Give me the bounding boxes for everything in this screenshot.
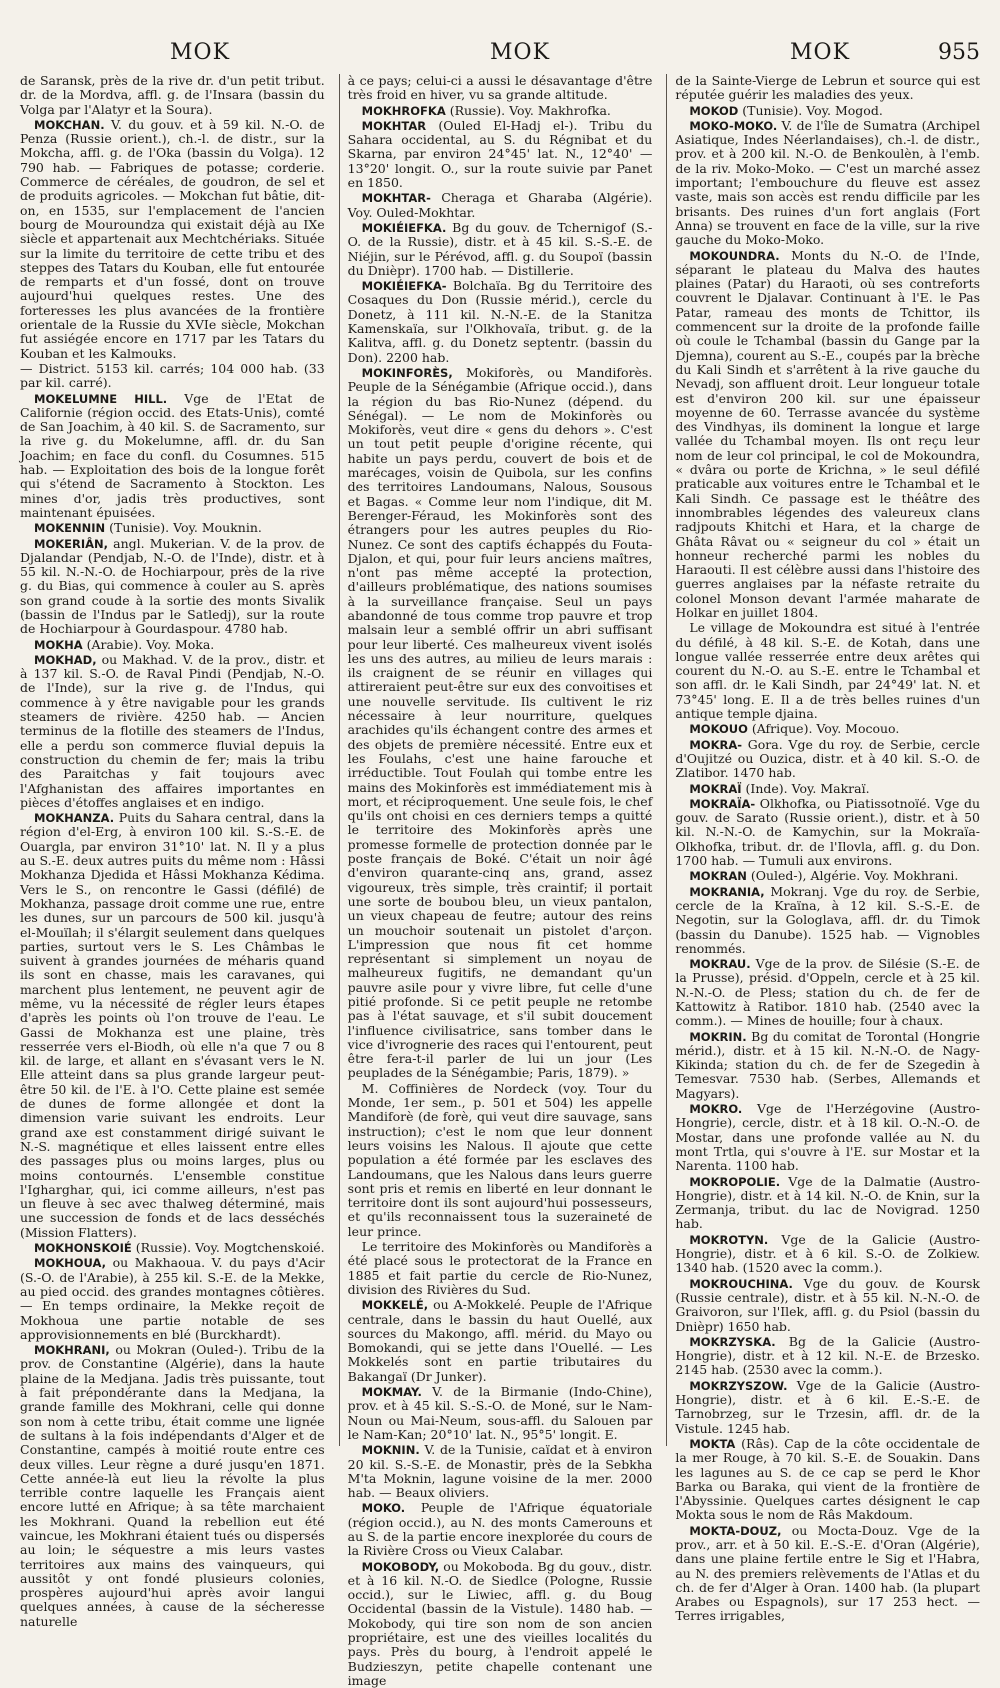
entry-text: de Saransk, près de la rive dr. d'un petit tribut. dr. de la Mordva, affl. g. de l'Insara (bassin du Volga par l'Alatyr et la Soura). xyxy=(20,73,325,117)
dictionary-entry xyxy=(348,191,653,220)
entry-text: Mokiforès, ou Mandiforès. Peuple de la Sénégambie (Afrique occid.), dans la région du bas Rio-Nunez (dépend. du Sénégal). — Le nom de Mokinforès ou Mokiforès, veut dire « gens du dehors ». C'est un tout petit peuple d'origine récente, qui habite un pays perdu, couvert de bois et de marécages, voisin de Quibola, sur les confins des territoires Landoumans, Nalous, Sousous et Bagas. « Comme leur nom l'indique, dit M. Berenger-Féraud, les Mokinforès sont des étrangers pour les autres peuples du Rio-Nunez. Ce sont des captifs échappés du Fouta-Djalon, et qui, pour fuir leurs anciens maîtres, n'ont pas même accepté la protection, d'ailleurs problématique, des nations soumises à la surveillance française. Seul un pays abandonné de tous comme trop pauvre et trop malsain leur a semblé offrir un abri suffisant pour leur liberté. Ces malheureux vivent isolés les uns des autres, au milieu de leurs marais : ils craignent de se réunir en villages qui attireraient peut-être sur eux des convoitises et une nouvelle servitude. Ils cultivent le riz nécessaire à leur nourriture, quelques arachides qu'ils échangent contre des armes et des objets de première nécessité. Entre eux et les Foulahs, c'est une haine farouche et irréductible. Tout Foulah qui tombe entre les mains des Mokinforès est immédiatement mis à mort, et réciproquement. Une seule fois, le chef qu'ils ont choisi en ces derniers temps a quitté le territoire des Mokinforès après une promesse formelle de protection donnée par le poste français de Boké. C'était un noir âgé d'environ quarante-cinq ans, grand, assez vigoureux, très simple, très craintif; il portait une sorte de boubou bleu, un vieux pantalon, un vieux chapeau de feutre; autour des reins un mouchoir soutenait un pistolet d'arçon. L'impression que nous fit cet homme représentant si simplement un noyau de malheureux fugitifs, ne demandant qu'un pauvre asile pour y vivre libre, fut celle d'une pitié profonde. Si ce petit peuple ne retombe pas à l'état sauvage, et s'il subit doucement l'influence civilisatrice, sans tomber dans le vice d'ivrognerie des races qui l'entourent, peut être fera-t-il parler de lui un jour (Les peuplades de la Sénégambie; Paris, 1879). » xyxy=(347,364,653,1081)
dictionary-entry xyxy=(20,653,325,810)
dictionary-entry xyxy=(348,1240,653,1297)
dictionary-entry xyxy=(675,249,980,621)
entry-headword: MOKROPOLIE. xyxy=(689,1174,781,1189)
entry-headword: MOKRAN xyxy=(689,869,747,884)
entry-text: Peuple de l'Afrique équatoriale (région occid.), au N. des monts Camerouns et au S. de la partie encore inexplorée du cours de la Rivière Cross ou Vieux Calabar. xyxy=(347,1500,653,1559)
entry-text: angl. Mukerian. V. de la prov. de Djalandar (Pendjab, N.-O. de l'Inde), distr. et à 55 kil. N.-N.-O. de Hochiarpour, près de la rive g. du Bias, qui commence à couler au S. après son grand coude à la sortie des monts Sivalik (bassin de l'Indus par le Satledj), sur la route de Hochiarpour à Gourdaspour. 4780 hab. xyxy=(20,535,325,637)
entry-text: ou Makhad. V. de la prov., distr. et à 137 kil. S.-O. de Raval Pindi (Pendjab, N.-O. de l'Inde), sur la rive g. de l'Indus, qui commence à y être navigable pour les grands steamers de rivière. 4250 hab. — Ancien terminus de la flotille des steamers de l'Indus, elle a perdu son commerce fluvial depuis la construction du chemin de fer; mais la tribu des Paraitchas y fait toujours avec l'Afghanistan des affaires importantes en pièces d'étoffes anglaises et en indigo. xyxy=(20,651,325,810)
dictionary-entry xyxy=(348,104,653,118)
dictionary-entry xyxy=(348,1501,653,1558)
dictionary-entry xyxy=(675,1102,980,1173)
dictionary-entry xyxy=(20,392,325,521)
entry-text: à ce pays; celui-ci a aussi le désavantage d'être très froid en hiver, vu sa grande altitude. xyxy=(347,73,653,103)
column-2 xyxy=(339,73,653,1688)
entry-headword: MOKROUCHINA. xyxy=(689,1276,793,1291)
text-columns xyxy=(20,73,981,1688)
dictionary-entry xyxy=(348,366,653,1081)
entry-text: Vge de la Galicie (Austro-Hongrie), distr. et à 6 kil. E.-S.-E. de Tarnobrzeg, sur le Trzesin, affl. dr. de la Vistule. 1245 hab. xyxy=(675,1377,981,1436)
dictionary-entry xyxy=(675,74,980,103)
entry-headword: MOKIÉIEFKA. xyxy=(361,220,447,235)
column-3 xyxy=(666,73,981,1624)
entry-headword: MOKINFORÈS, xyxy=(361,365,453,380)
dictionary-entry xyxy=(675,1437,980,1523)
entry-text: M. Coffinières de Nordeck (voy. Tour du Monde, 1er sem., p. 501 et 504) les appelle Mandiforè (de forè, qui veut dire sauvage, sans instruction); c'est le nom que leur donnent leurs voisins les Nalous. Il ajoute que cette population a été formée par les esclaves des Landoumans, que les Nalous dans leurs guerre sont pris et remis en liberté en leur donnant le territoire dont ils sont aujourd'hui possesseurs, et qu'ils reconnaissent tous la suzeraineté de leur prince. xyxy=(347,1080,653,1239)
entry-text: Bolchaïa. Bg du Territoire des Cosaques du Don (Russie mérid.), cercle du Donetz, à 111 kil. N.-N.-E. de la Stanitza Kamenskaïa, sur l'Olkhovaïa, tribut. g. de la Kalitva, affl. g. du Donetz septentr. (bassin du Don). 2200 hab. xyxy=(347,278,653,365)
entry-headword: MOKRA- xyxy=(689,737,743,752)
dictionary-entry xyxy=(20,74,325,117)
entry-text: Bg du gouv. de Tchernigof (S.-O. de la Russie), distr. et à 45 kil. S.-S.-E. de Niéjin, sur le Pérévod, affl. g. du Soupoï (bassin du Dnièpr). 1700 hab. — Distillerie. xyxy=(347,219,653,278)
entry-text: (Inde). Voy. Makraï. xyxy=(745,780,870,796)
entry-headword: MOKRAU. xyxy=(689,957,751,972)
dictionary-entry xyxy=(675,1524,980,1624)
dictionary-entry xyxy=(675,1030,980,1101)
entry-headword: MOKIÉIEFKA- xyxy=(361,279,447,294)
dictionary-entry xyxy=(348,1082,653,1239)
dictionary-entry xyxy=(348,279,653,365)
dictionary-entry xyxy=(675,1175,980,1232)
dictionary-entry xyxy=(675,119,980,248)
entry-text: V. de la Tunisie, caïdat et à environ 20 kil. S.-S.-E. de Monastir, près de la Sebkha M'ta Moknin, lagune voisine de la mer. 2000 hab. — Beaux oliviers. xyxy=(347,1442,653,1501)
dictionary-entry xyxy=(675,885,980,956)
header-left-word: MOK xyxy=(170,40,230,65)
header-right-word: MOK xyxy=(790,40,850,65)
dictionary-entry xyxy=(20,537,325,637)
entry-text: V. de l'île de Sumatra (Archipel Asiatique, Indes Néerlandaises), ch.-l. de distr., prov. et à 200 kil. N.-O. de Benkoulèn, à l'emb. de la riv. Moko-Moko. — C'est un marché assez important; l'embouchure du fleuve est assez vaste, mais son accès est rendu difficile par les brisants. Des ruines d'un fort anglais (Fort Anna) se trouvent en face de la ville, sur la rive gauche du Moko-Moko. xyxy=(675,117,981,248)
entry-headword: MOKOBODY, xyxy=(361,1559,440,1574)
entry-headword: MOKTA-DOUZ, xyxy=(689,1523,782,1538)
dictionary-entry xyxy=(675,1335,980,1378)
entry-text: ou Mokoboda. Bg du gouv., distr. et à 16 kil. N.-O. de Siedlce (Pologne, Russie occid.), sur le Liwiec, affl. g. du Boug Occidental (bassin de la Vistule). 1480 hab. — Mokobody, qui tire son nom de son ancien propriétaire, est une des vieilles localités du pays. Près du bourg, à l'endroit appelé le Budzieszyn, petite chapelle contenant une image xyxy=(347,1558,653,1688)
dictionary-entry xyxy=(675,738,980,781)
dictionary-entry xyxy=(348,1443,653,1500)
entry-text: de la Sainte-Vierge de Lebrun et source qui est réputée guérir les maladies des yeux. xyxy=(675,73,981,103)
dictionary-entry xyxy=(348,221,653,278)
entry-text: Vge du gouv. de Koursk (Russie centrale), distr. et à 55 kil. N.-N.-O. de Graivoron, sur l'Ilek, affl. g. du Psiol (bassin du Dnièpr) 1650 hab. xyxy=(675,1275,981,1334)
dictionary-entry xyxy=(348,1298,653,1384)
entry-headword: MOKHAD, xyxy=(34,652,97,667)
dictionary-entry xyxy=(20,1241,325,1255)
entry-headword: MOKO-MOKO. xyxy=(689,118,778,133)
entry-headword: MOKCHAN. xyxy=(34,117,105,132)
entry-headword: MOKHOUA, xyxy=(34,1256,106,1271)
entry-headword: MOKTA xyxy=(689,1436,736,1451)
running-header xyxy=(20,40,980,70)
dictionary-entry xyxy=(675,104,980,118)
entry-headword: MOKELUMNE HILL. xyxy=(34,391,168,406)
entry-headword: MOKRO. xyxy=(689,1102,743,1117)
entry-text: (Arabie). Voy. Moka. xyxy=(86,636,215,652)
entry-text: ou Mocta-Douz. Vge de la prov., arr. et à 50 kil. E.-S.-E. d'Oran (Algérie), dans une plaine fertile entre le Sig et l'Habra, au N. des premiers relèvements de l'Atlas et du ch. de fer d'Alger à Oran. 1400 hab. (la plupart Arabes ou Espagnols), sur 17 253 hect. — Terres irrigables, xyxy=(675,1522,981,1624)
entry-text: — District. 5153 kil. carrés; 104 000 hab. (33 par kil. carré). xyxy=(20,360,325,391)
entry-text: Vge de l'Herzégovine (Austro-Hongrie), cercle, distr. et à 18 kil. O.-N.-O. de Mostar, dans une profonde vallée au N. du mont Trtla, qui s'ouvre à l'E. sur Mostar et la Narenta. 1100 hab. xyxy=(675,1101,981,1174)
entry-text: Monts du N.-O. de l'Inde, séparant le plateau du Malva des hautes plaines (Patar) du Haraoti, où ses contreforts couvrent le Djalavar. Continuant à l'E. le Pas Patar, rameau des monts de Tchittor, ils commencent sur la droite de la profonde faille où coule le Tchambal (bassin du Gange par la Djemna), courent au S.-E., coupés par la brèche du Kali Sindh et s'arrêtent à la rive gauche du Nevadj, son affluent droit. Leur longueur totale est d'environ 200 kil. sur une épaisseur moyenne de 60. Terrasse avancée du système des Vindhyas, ils dominent la longue et large vallée du Tchambal moyen. Ils ont reçu leur nom de leur col principal, le col de Mokoundra, « dvâra ou porte de Krichna, » le seul défilé praticable aux voitures entre le Tchambal et le Kali Sindh. Ce passage est le théâtre des innombrables légendes des valeureux clans radjpouts Khitchi et Hara, et la charge de Ghâta Râvat ou « seigneur du col » était un honneur recherché parmi les nobles du Haraouti. Il est célèbre aussi dans l'histoire des guerres anglaises par la néfaste retraite du colonel Monson devant l'armée maharate de Holkar en juillet 1804. xyxy=(675,247,981,620)
entry-text: Gora. Vge du roy. de Serbie, cercle d'Oujitzé ou Ouzica, distr. et à 40 kil. S.-O. de Zlatibor. 1470 hab. xyxy=(675,736,981,781)
entry-text: Vge de la prov. de Silésie (S.-E. de la Prusse), présid. d'Oppeln, cercle et à 25 kil. N.-N.-O. de Pless; station du ch. de fer de Kattowitz à Ratibor. 1810 hab. (2540 avec la comm.). — Mines de houille; four à chaux. xyxy=(675,956,981,1029)
dictionary-entry xyxy=(20,362,325,391)
entry-headword: MOKHA xyxy=(34,637,83,652)
entry-headword: MOKHONSKOIÉ xyxy=(34,1241,132,1256)
column-1 xyxy=(20,73,325,1629)
entry-text: ou Makhaoua. V. du pays d'Acir (S.-O. de l'Arabie), à 255 kil. S.-E. de la Mekke, au pied occid. des grandes montagnes côtières. — En temps ordinaire, la Mekke reçoit de Mokhoua une partie notable de ses approvisionnements en blé (Burckhardt). xyxy=(20,1255,325,1342)
entry-text: (Russie). Voy. Mogtchenskoié. xyxy=(135,1240,325,1256)
entry-headword: MOKOUNDRA. xyxy=(689,248,780,263)
entry-text: Cheraga et Gharaba (Algérie). Voy. Ouled-Mokhtar. xyxy=(347,190,653,220)
dictionary-entry xyxy=(675,782,980,796)
entry-text: (Afrique). Voy. Mocouo. xyxy=(751,721,900,737)
entry-text: (Tunisie). Voy. Mogod. xyxy=(742,102,883,118)
dictionary-entry xyxy=(675,797,980,868)
entry-text: (Ouled El-Hadj el-). Tribu du Sahara occidental, au S. du Régnibat et du Skarna, par environ 24°45' lat. N., 12°40' — 13°20' longit. O., sur la route suivie par Panet en 1850. xyxy=(347,117,653,191)
dictionary-entry xyxy=(675,1277,980,1334)
entry-headword: MOKHTAR xyxy=(361,118,427,133)
dictionary-entry xyxy=(20,1256,325,1342)
entry-headword: MOKOD xyxy=(689,103,739,118)
dictionary-entry xyxy=(20,521,325,535)
dictionary-entry xyxy=(675,722,980,736)
entry-text: ou A-Mokkelé. Peuple de l'Afrique centrale, dans le bassin du haut Ouellé, aux sources du Makongo, affl. mérid. du Mayo ou Bomokandi, qui se jette dans l'Ouellé. — Les Mokkelés sont en partie tributaires du Bakangaï (Dr Junker). xyxy=(347,1297,653,1384)
dictionary-entry xyxy=(675,1379,980,1436)
entry-text: Mokranj. Vge du roy. de Serbie, cercle de la Kraïna, à 12 kil. S.-S.-E. de Negotin, sur la Gologlava, affl. dr. du Timok (bassin du Danube). 1525 hab. — Vignobles renommés. xyxy=(675,883,981,956)
dictionary-entry xyxy=(348,74,653,103)
entry-text: V. de la Birmanie (Indo-Chine), prov. et à 45 kil. S.-S.-O. de Moné, sur le Nam-Noun ou Mai-Neum, sous-affl. du Salouen par le Nam-Kan; 20°10' lat. N., 95°5' longit. E. xyxy=(347,1384,653,1442)
entry-headword: MOKOUO xyxy=(689,722,748,737)
dictionary-entry xyxy=(675,869,980,883)
entry-headword: MOKRAÏA- xyxy=(689,796,756,811)
entry-headword: MOKRZYSZOW. xyxy=(689,1378,788,1393)
entry-text: Vge de la Dalmatie (Austro-Hongrie), distr. et à 14 kil. N.-O. de Knin, sur la Zermanja, tribut. du lac de Novigrad. 1250 hab. xyxy=(675,1173,981,1232)
header-center-word: MOK xyxy=(490,40,550,65)
entry-text: Vge de la Galicie (Austro-Hongrie), distr. et à 6 kil. S.-O. de Zolkiew. 1340 hab. (1520 avec la comm.). xyxy=(675,1231,981,1276)
entry-text: Vge de l'Etat de Californie (région occid. des Etats-Unis), comté de San Joachim, à 40 kil. S. de Sacramento, sur la rive g. du Mokelumne, affl. dr. du San Joachim; en face du confl. du Cosumnes. 515 hab. — Exploitation des bois de la longue forêt qui s'étend de Sacramento à Stockton. Les mines d'or, jadis très productives, sont maintenant épuisées. xyxy=(20,390,325,520)
entry-text: Olkhofka, ou Piatissotnoïé. Vge du gouv. de Sarato (Russie orient.), distr. et à 50 kil. N.-N.-O. de Kamychin, sur la Mokraïa-Olkhofka, tribut. dr. de l'Ilovla, affl. g. du Don. 1700 hab. — Tumuli aux environs. xyxy=(675,795,981,869)
dictionary-entry xyxy=(348,1560,653,1688)
entry-text: (Ouled-), Algérie. Voy. Mokhrani. xyxy=(750,868,959,884)
entry-headword: MOKHROFKA xyxy=(361,103,446,118)
dictionary-entry xyxy=(20,811,325,1240)
entry-headword: MOKO. xyxy=(361,1501,406,1516)
entry-headword: MOKERIÂN, xyxy=(34,536,109,551)
entry-headword: MOKKELÉ, xyxy=(361,1298,429,1313)
entry-headword: MOKNIN. xyxy=(361,1443,420,1458)
dictionary-entry xyxy=(675,621,980,721)
dictionary-entry xyxy=(348,1385,653,1442)
entry-headword: MOKHTAR- xyxy=(361,191,431,206)
dictionary-entry xyxy=(675,1233,980,1276)
entry-text: (Tunisie). Voy. Mouknin. xyxy=(109,520,262,536)
entry-text: (Râs). Cap de la côte occidentale de la mer Rouge, à 70 kil. S.-E. de Souakin. Dans les lagunes au S. de ce cap se perd le Khor Barka ou Baraka, qui vient de la frontière de l'Abyssinie. Quelques cartes désignent le cap Mokta sous le nom de Râs Makdoum. xyxy=(675,1435,981,1523)
entry-text: Le territoire des Mokinforès ou Mandiforès a été placé sous le protectorat de la France en 1885 et fait partie du cercle de Rio-Nunez, division des Rivières du Sud. xyxy=(347,1239,653,1297)
dictionary-entry xyxy=(348,119,653,190)
entry-headword: MOKRZYSKA. xyxy=(689,1334,776,1349)
entry-headword: MOKENNIN xyxy=(34,521,106,536)
entry-headword: MOKRANIA, xyxy=(689,884,765,899)
entry-headword: MOKHANZA. xyxy=(34,811,115,826)
dictionary-entry xyxy=(20,118,325,361)
dictionary-entry xyxy=(20,1343,325,1629)
entry-text: V. du gouv. et à 59 kil. N.-O. de Penza (Russie orient.), ch.-l. de distr., sur la Mokcha, affl. g. de l'Oka (bassin du Volga). 12 790 hab. — Fabriques de potasse; corderie. Commerce de céréales, de goudron, de sel et de produits agricoles. — Mokchan fut bâtie, dit-on, en 1535, sur l'emplacement de l'ancien bourg de Mouroundza qui existait déjà au IXe siècle et appartenait aux Mechtchériaks. Située sur la limite du territoire de cette tribu et des steppes des Tatars du Kouban, elle fut entourée de remparts et d'un fossé, dont on trouve aujourd'hui quelques restes. Une des forteresses les plus avancées de la frontière orientale de la Russie du XVIe siècle, Mokchan fut assiégée encore en 1717 par les Tatars du Kouban et les Kalmouks. xyxy=(20,116,325,361)
entry-headword: MOKHRANI, xyxy=(34,1343,110,1358)
dictionary-entry xyxy=(20,638,325,652)
entry-headword: MOKRAÏ xyxy=(689,781,742,796)
entry-headword: MOKROTYN. xyxy=(689,1232,769,1247)
entry-text: Bg de la Galicie (Austro-Hongrie), distr. et à 12 kil. N.-E. de Brzesko. 2145 hab. (2530 avec la comm.). xyxy=(675,1333,981,1378)
entry-text: (Russie). Voy. Makhrofka. xyxy=(449,102,611,118)
entry-headword: MOKMAY. xyxy=(361,1385,422,1400)
entry-headword: MOKRIN. xyxy=(689,1029,747,1044)
page-number: 955 xyxy=(938,40,980,65)
entry-text: Bg du comitat de Torontal (Hongrie mérid.), distr. et à 15 kil. N.-N.-O. de Nagy-Kikinda; station du ch. de fer de Szegedin à Temesvar. 7530 hab. (Serbes, Allemands et Magyars). xyxy=(675,1028,981,1101)
entry-text: ou Mokran (Ouled-). Tribu de la prov. de Constantine (Algérie), dans la haute plaine de la Medjana. Jadis très puissante, tout à fait prépondérante dans la Medjana, la grande famille des Mokhrani, celle qui donne son nom à cette tribu, était comme une lignée de sultans à la fois indépendants d'Alger et de Constantine, campés à moitié route entre ces deux villes. Leur règne a duré jusqu'en 1871. Cette année-là eut lieu la révolte la plus terrible contre laquelle les Français aient encore lutté en Afrique; à sa tête marchaient les Mokhrani. Quand la rebellion eut été vaincue, les Mokhrani étaient tués ou dispersés au loin; le séquestre a mis leurs vastes territoires aux mains des vainqueurs, qui aussitôt y ont fondé plusieurs colonies, prospères aujourd'hui après avoir langui quelques années, à cause de la sécheresse naturelle xyxy=(20,1342,325,1629)
dictionary-entry xyxy=(675,957,980,1028)
entry-text: Puits du Sahara central, dans la région d'el-Erg, à environ 100 kil. S.-S.-E. de Ouargla, par environ 31°10' lat. N. Il y a plus au S.-E. deux autres puits du même nom : Hâssi Mokhanza Djedida et Hâssi Mokhanza Kédima. Vers le S., on rencontre le Gassi (défilé) de Mokhanza, passage droit comme une rue, entre les dunes, sur un parcours de 500 kil. jusqu'à el-Mouïlah; il s'élargit seulement dans quelques parties, surtout vers le S. Les Châmbas le suivent à grandes journées de méharis quand ils sont en chasse, mais les caravanes, qui marchent plus lentement, ne peuvent agir de même, vu la nécessité de régler leurs étapes d'après les points où l'on trouve de l'eau. Le Gassi de Mokhanza est une plaine, très resserrée vers el-Biodh, où elle n'a que 7 ou 8 kil. de large, et allant en s'évasant vers le N. Elle atteint dans sa plus grande largeur peut-être 50 kil. de l'E. à l'O. Cette plaine est semée de dunes de forme allongée et dont la dimension varie suivant les endroits. Leur grand axe est constamment dirigé suivant le N.-S. magnétique et elles laissent entre elles des passages plus ou moins larges, plus ou moins contournés. L'ensemble constitue l'Igharghar, qui, ici comme ailleurs, n'est pas un fleuve à sec avec thalweg déterminé, mais une succession de fonds et de lacs desséchés (Mission Flatters). xyxy=(20,810,325,1240)
entry-text: Le village de Mokoundra est situé à l'entrée du défilé, à 48 kil. S.-E. de Kotah, dans une longue vallée resserrée entre deux arêtes qui courent du N.-O. au S.-E. entre le Tchambal et son affl. dr. le Kali Sindh, par 24°49' lat. N. et 73°45' long. E. Il a de très belles ruines d'un antique temple djaina. xyxy=(675,620,981,722)
